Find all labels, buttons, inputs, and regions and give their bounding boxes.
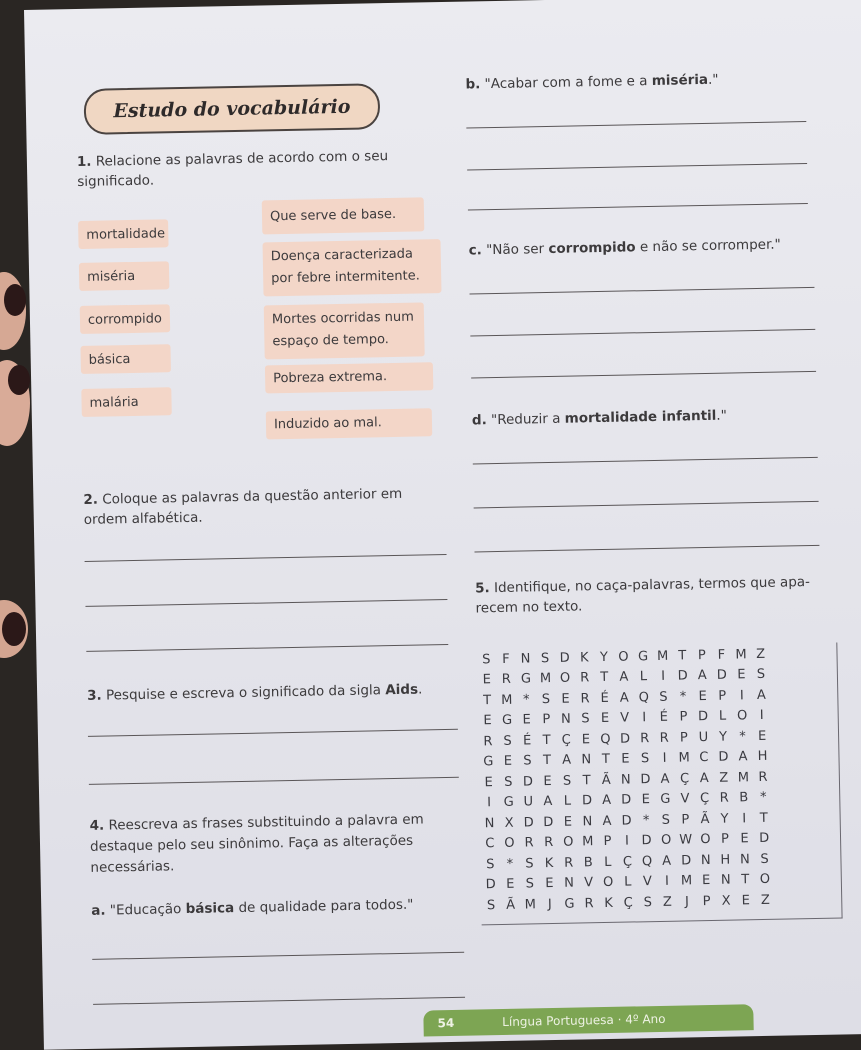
grid-cell[interactable]: A xyxy=(543,794,553,810)
grid-cell[interactable]: K xyxy=(604,895,614,911)
grid-cell[interactable]: S xyxy=(503,733,512,749)
grid-cell[interactable]: M xyxy=(737,769,750,786)
q4-prompt-line3: necessárias. xyxy=(90,858,175,876)
grid-cell[interactable]: S xyxy=(643,894,653,911)
q1-prompt-line2: significado. xyxy=(77,172,155,191)
q5-prompt: 5. Identifique, no caça-palavras, termos que apa- xyxy=(475,574,811,597)
q3-prompt: 3. Pesquise e escreva o significado da sigla Aids. xyxy=(87,681,423,704)
grid-cell[interactable]: Ã xyxy=(700,811,710,827)
grid-cell[interactable]: P xyxy=(679,709,688,725)
grid-cell[interactable]: S xyxy=(760,851,769,867)
grid-cell[interactable]: R xyxy=(580,691,590,707)
grid-cell[interactable]: D xyxy=(621,792,632,808)
grid-cell[interactable]: P xyxy=(720,831,730,848)
grid-cell[interactable]: R xyxy=(580,670,590,686)
word-search-grid[interactable] xyxy=(476,643,842,925)
grid-cell[interactable]: O xyxy=(660,832,672,849)
grid-cell[interactable]: E xyxy=(561,691,570,707)
grid-cell[interactable]: Z xyxy=(719,770,729,786)
grid-cell[interactable]: A xyxy=(756,687,766,703)
grid-cell[interactable]: S xyxy=(482,651,491,668)
grid-cell[interactable]: A xyxy=(697,668,707,684)
grid-cell[interactable]: D xyxy=(522,774,534,790)
grid-cell[interactable]: R xyxy=(543,835,554,851)
grid-cell[interactable]: M xyxy=(539,671,552,687)
grid-cell[interactable]: Z xyxy=(756,646,766,662)
grid-cell[interactable]: C xyxy=(699,750,709,766)
grid-cell[interactable]: T xyxy=(601,752,610,768)
meaning-text xyxy=(271,243,420,290)
grid-cell[interactable]: T xyxy=(600,670,609,686)
meaning-box[interactable] xyxy=(264,302,425,359)
grid-cell[interactable]: É xyxy=(659,710,669,726)
grid-cell[interactable]: D xyxy=(716,667,727,684)
meaning-text xyxy=(270,204,396,228)
grid-cell[interactable]: S xyxy=(541,691,551,707)
grid-cell[interactable]: P xyxy=(542,712,551,728)
meaning-box[interactable] xyxy=(263,239,442,296)
meaning-line: por febre intermitente. xyxy=(271,268,420,287)
grid-cell[interactable]: Y xyxy=(599,649,609,665)
grid-cell[interactable]: D xyxy=(621,813,632,829)
grid-cell[interactable]: B xyxy=(739,790,749,806)
grid-cell[interactable]: E xyxy=(482,672,491,688)
meaning-line: espaço de tempo. xyxy=(272,332,390,350)
grid-cell[interactable]: O xyxy=(736,708,748,724)
grid-cell[interactable]: S xyxy=(756,667,766,683)
grid-cell[interactable]: A xyxy=(602,793,612,809)
grid-cell[interactable]: Ç xyxy=(561,732,571,748)
q4a-sentence: a. "Educação básica de qualidade para todos." xyxy=(91,896,414,919)
grid-cell[interactable]: O xyxy=(759,872,771,888)
grid-cell[interactable]: D xyxy=(485,877,496,893)
grid-cell[interactable]: O xyxy=(700,832,711,848)
word-box[interactable]: miséria xyxy=(79,261,170,291)
grid-cell[interactable]: I xyxy=(624,833,630,849)
grid-cell[interactable]: S xyxy=(581,711,590,727)
grid-cell[interactable]: M xyxy=(656,648,669,664)
grid-cell[interactable]: S xyxy=(486,897,496,914)
grid-cell[interactable]: S xyxy=(640,751,650,767)
grid-cell[interactable]: É xyxy=(600,690,609,706)
grid-cell[interactable]: K xyxy=(579,650,589,666)
answer-line[interactable] xyxy=(85,554,447,562)
word-box[interactable]: corrompido xyxy=(80,304,171,334)
grid-cell[interactable]: I xyxy=(739,688,744,704)
grid-cell[interactable]: T xyxy=(582,773,591,789)
grid-cell[interactable]: * xyxy=(759,790,767,806)
q4b-sentence: b. "Acabar com a fome e a miséria." xyxy=(465,71,719,93)
q1-prompt: 1. Relacione as palavras de acordo com o seu xyxy=(76,148,389,171)
grid-cell[interactable]: S xyxy=(504,774,513,790)
grid-cell[interactable]: N xyxy=(564,875,575,892)
grid-cell[interactable]: E xyxy=(757,728,767,744)
answer-line[interactable] xyxy=(474,545,819,553)
grid-cell[interactable]: R xyxy=(524,835,534,851)
grid-cell[interactable]: R xyxy=(563,855,574,871)
grid-cell[interactable]: A xyxy=(602,813,612,829)
grid-cell[interactable]: E xyxy=(737,667,746,683)
grid-cell[interactable]: O xyxy=(562,834,574,851)
grid-cell[interactable]: M xyxy=(680,873,693,889)
grid-cell[interactable]: Ç xyxy=(699,791,710,807)
grid-cell[interactable]: L xyxy=(563,793,572,810)
grid-cell[interactable]: * xyxy=(739,729,746,745)
answer-line[interactable] xyxy=(93,997,465,1005)
grid-cell[interactable]: R xyxy=(639,730,650,747)
grid-cell[interactable]: V xyxy=(584,875,594,891)
grid-cell[interactable]: A xyxy=(699,770,709,786)
grid-cell[interactable]: Ã xyxy=(506,897,516,913)
grid-cell[interactable]: K xyxy=(544,855,554,871)
grid-cell[interactable]: N xyxy=(560,711,571,728)
grid-cell[interactable]: E xyxy=(522,712,531,728)
grid-cell[interactable]: I xyxy=(742,811,747,827)
grid-cell[interactable]: A xyxy=(660,771,670,787)
grid-cell[interactable]: A xyxy=(619,690,629,706)
grid-cell[interactable]: R xyxy=(659,730,669,746)
grid-cell[interactable]: D xyxy=(523,815,534,831)
grid-cell[interactable]: S xyxy=(486,856,495,873)
grid-cell[interactable]: Ç xyxy=(623,895,633,911)
meaning-text xyxy=(273,366,387,390)
grid-cell[interactable]: A xyxy=(562,752,572,769)
q4c-sentence: c. "Não ser corrompido e não se corromper." xyxy=(468,236,781,259)
q2-prompt-line2: ordem alfabética. xyxy=(83,509,203,528)
grid-cell[interactable]: M xyxy=(524,897,537,913)
grid-cell[interactable]: W xyxy=(679,832,693,848)
grid-cell[interactable]: T xyxy=(542,732,551,748)
grid-cell[interactable]: E xyxy=(740,831,749,847)
grid-cell[interactable]: G xyxy=(520,671,532,687)
grid-cell[interactable]: G xyxy=(637,648,649,665)
fingernail-shape xyxy=(2,612,26,646)
grid-cell[interactable]: N xyxy=(582,813,593,830)
grid-cell[interactable]: Ã xyxy=(601,772,611,788)
meaning-line: Mortes ocorridas num xyxy=(271,309,415,328)
answer-line[interactable] xyxy=(473,457,818,465)
grid-cell[interactable]: R xyxy=(584,895,594,912)
grid-cell[interactable]: Z xyxy=(662,894,672,910)
grid-cell[interactable]: V xyxy=(642,874,652,890)
answer-line[interactable] xyxy=(92,952,464,960)
grid-cell[interactable]: D xyxy=(681,853,692,869)
grid-cell[interactable]: F xyxy=(502,651,510,667)
grid-cell[interactable]: L xyxy=(639,669,648,685)
grid-cell[interactable]: I xyxy=(664,874,670,890)
fingernail-shape xyxy=(8,365,30,395)
grid-cell[interactable]: G xyxy=(564,896,575,912)
grid-cell[interactable]: N xyxy=(620,772,631,788)
grid-cell[interactable]: I xyxy=(487,795,492,811)
grid-cell[interactable]: R xyxy=(758,769,768,785)
grid-cell[interactable]: G xyxy=(483,754,494,770)
fingernail-shape xyxy=(4,284,26,316)
grid-cell[interactable]: E xyxy=(741,892,750,909)
q5-prompt-line2: recem no texto. xyxy=(475,598,583,617)
grid-cell[interactable]: T xyxy=(483,692,492,709)
grid-cell[interactable]: Q xyxy=(638,689,650,706)
grid-cell[interactable]: G xyxy=(501,713,513,729)
grid-cell[interactable]: M xyxy=(582,834,594,850)
q2-prompt: 2. Coloque as palavras da questão anterior em xyxy=(83,485,403,508)
grid-cell[interactable]: T xyxy=(741,872,750,888)
answer-line[interactable] xyxy=(471,371,816,379)
grid-cell[interactable]: J xyxy=(684,894,690,910)
grid-cell[interactable]: S xyxy=(523,753,532,769)
grid-cell[interactable]: D xyxy=(641,833,652,849)
grid-cell[interactable]: L xyxy=(624,874,632,890)
grid-cell[interactable]: E xyxy=(503,754,513,770)
grid-cell[interactable]: D xyxy=(559,650,570,666)
grid-cell[interactable]: P xyxy=(679,730,688,746)
grid-cell[interactable]: S xyxy=(540,650,550,666)
grid-cell[interactable]: D xyxy=(758,831,770,847)
grid-cell[interactable]: Q xyxy=(641,853,653,870)
grid-cell[interactable]: N xyxy=(581,752,592,768)
grid-cell[interactable]: * xyxy=(522,692,530,708)
answer-line[interactable] xyxy=(86,644,448,652)
q4-prompt-line2: destaque pelo seu sinônimo. Faça as alterações xyxy=(89,832,414,855)
grid-cell[interactable]: N xyxy=(520,651,531,667)
grid-cell[interactable]: R xyxy=(483,733,493,750)
grid-cell[interactable]: * xyxy=(642,812,650,829)
grid-cell[interactable]: E xyxy=(506,876,515,893)
grid-cell[interactable]: E xyxy=(543,773,552,789)
word-box[interactable]: básica xyxy=(80,344,171,374)
grid-cell[interactable]: M xyxy=(735,646,747,663)
grid-cell[interactable]: * xyxy=(506,856,514,872)
grid-cell[interactable]: P xyxy=(697,647,706,663)
grid-cell[interactable]: B xyxy=(583,854,593,871)
grid-cell[interactable]: D xyxy=(619,731,631,747)
grid-cell[interactable]: I xyxy=(759,708,764,724)
grid-cell[interactable]: E xyxy=(600,711,610,727)
meaning-box[interactable] xyxy=(265,362,434,393)
grid-cell[interactable]: S xyxy=(525,876,535,892)
grid-cell[interactable]: H xyxy=(720,852,731,868)
grid-cell[interactable]: U xyxy=(523,794,534,810)
grid-cell[interactable]: M xyxy=(500,692,513,708)
grid-cell[interactable]: P xyxy=(702,893,711,909)
grid-cell[interactable]: Y xyxy=(720,811,729,827)
grid-cell[interactable]: C xyxy=(485,836,495,852)
answer-line[interactable] xyxy=(88,729,458,737)
grid-cell[interactable]: D xyxy=(718,749,729,766)
answer-line[interactable] xyxy=(470,329,815,337)
grid-cell[interactable]: E xyxy=(701,873,711,889)
grid-cell[interactable]: O xyxy=(602,875,614,891)
grid-cell[interactable]: O xyxy=(504,835,515,852)
grid-cell[interactable]: Z xyxy=(760,892,770,908)
grid-cell[interactable]: E xyxy=(621,751,630,767)
q4-prompt: 4. Reescreva as frases substituindo a palavra em xyxy=(89,811,424,834)
grid-cell[interactable]: T xyxy=(678,648,687,664)
grid-cell[interactable]: O xyxy=(559,670,571,687)
meaning-text xyxy=(272,307,415,354)
page-footer xyxy=(423,1004,753,1036)
meaning-text xyxy=(274,412,382,436)
grid-cell[interactable]: S xyxy=(661,812,671,828)
answer-line[interactable] xyxy=(468,203,808,211)
meaning-line: Doença caracterizada xyxy=(270,246,413,265)
grid-cell[interactable]: P xyxy=(603,834,612,850)
grid-cell[interactable]: U xyxy=(698,729,709,745)
subject-label: Língua Portuguesa · 4º Ano xyxy=(502,1011,666,1030)
grid-cell[interactable]: X xyxy=(504,815,514,831)
grid-cell[interactable]: S xyxy=(562,773,572,789)
grid-cell[interactable]: O xyxy=(618,649,629,665)
grid-cell[interactable]: N xyxy=(700,852,711,868)
grid-cell[interactable]: Ç xyxy=(622,854,633,870)
grid-cell[interactable]: A xyxy=(662,853,672,869)
word-box[interactable]: mortalidade xyxy=(78,219,169,249)
answer-line[interactable] xyxy=(470,287,815,295)
grid-cell[interactable]: N xyxy=(484,815,495,832)
grid-cell[interactable]: L xyxy=(604,854,612,870)
grid-cell[interactable]: I xyxy=(662,751,667,767)
section-title xyxy=(84,83,381,135)
grid-cell[interactable]: D xyxy=(677,668,688,684)
grid-cell[interactable]: E xyxy=(563,814,573,830)
word-box[interactable]: malária xyxy=(81,387,172,417)
page-number: 54 xyxy=(437,1015,455,1031)
grid-cell[interactable]: I xyxy=(642,710,647,726)
grid-cell[interactable]: D xyxy=(543,814,554,830)
grid-cell[interactable]: R xyxy=(501,672,511,688)
grid-cell[interactable]: V xyxy=(680,791,690,807)
grid-cell[interactable]: E xyxy=(641,792,651,808)
grid-cell[interactable]: S xyxy=(659,689,668,705)
workbook-page xyxy=(24,0,861,1050)
meaning-box[interactable] xyxy=(262,197,425,234)
grid-cell[interactable]: Q xyxy=(600,731,611,747)
grid-cell[interactable]: I xyxy=(660,669,666,685)
grid-cell[interactable]: Y xyxy=(718,729,728,745)
grid-cell[interactable]: D xyxy=(581,793,593,809)
grid-cell[interactable]: A xyxy=(738,749,748,765)
answer-line[interactable] xyxy=(467,163,807,171)
grid-cell[interactable]: T xyxy=(759,810,768,826)
grid-cell[interactable]: * xyxy=(679,689,687,705)
meaning-line: Induzido ao mal. xyxy=(273,415,382,433)
grid-cell[interactable]: E xyxy=(545,876,554,892)
grid-cell[interactable]: E xyxy=(483,713,492,729)
grid-cell[interactable]: R xyxy=(719,790,729,807)
grid-cell[interactable]: D xyxy=(640,771,651,788)
grid-cell[interactable]: Ç xyxy=(679,771,690,787)
grid-cell[interactable]: L xyxy=(718,708,727,725)
grid-cell[interactable]: E xyxy=(581,732,591,748)
answer-line[interactable] xyxy=(89,777,459,785)
meaning-box[interactable] xyxy=(266,408,433,439)
grid-cell[interactable]: V xyxy=(620,710,630,726)
meaning-line: Pobreza extrema. xyxy=(272,369,388,387)
q4d-sentence: d. "Reduzir a mortalidade infantil." xyxy=(471,407,728,429)
grid-cell[interactable]: G xyxy=(503,794,514,811)
grid-cell[interactable]: M xyxy=(678,750,690,766)
grid-cell[interactable]: É xyxy=(522,733,532,749)
grid-cell[interactable]: J xyxy=(547,896,552,912)
grid-cell[interactable]: X xyxy=(721,893,731,909)
grid-cell[interactable]: F xyxy=(717,647,726,663)
answer-line[interactable] xyxy=(466,121,806,129)
grid-cell[interactable]: H xyxy=(757,749,768,765)
grid-cell[interactable]: T xyxy=(542,753,552,769)
grid-cell[interactable]: E xyxy=(698,688,707,704)
answer-line[interactable] xyxy=(85,599,447,607)
section-title-text: Estudo do vocabulário xyxy=(113,95,351,123)
grid-cell[interactable]: G xyxy=(660,791,671,808)
answer-line[interactable] xyxy=(474,501,819,509)
grid-cell[interactable]: P xyxy=(718,688,727,704)
meaning-line: Que serve de base. xyxy=(269,206,397,225)
grid-cell[interactable]: A xyxy=(619,669,629,685)
grid-cell[interactable]: S xyxy=(525,856,534,872)
grid-cell[interactable]: P xyxy=(681,812,690,828)
grid-cell[interactable]: N xyxy=(720,872,731,889)
grid-cell[interactable]: E xyxy=(484,774,493,791)
grid-cell[interactable]: D xyxy=(697,709,709,725)
grid-cell[interactable]: N xyxy=(739,851,750,868)
